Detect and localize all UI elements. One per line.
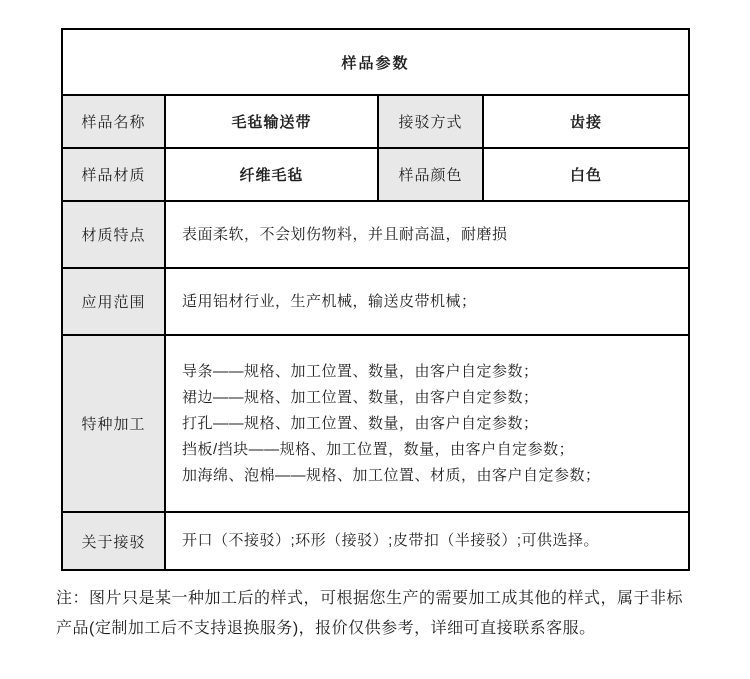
- content-material-features: 表面柔软，不会划伤物料，并且耐高温，耐磨损: [165, 201, 689, 268]
- sample-parameters-table: [61, 28, 690, 571]
- value-sample-color: 白色: [483, 148, 689, 201]
- table-row-material-features: [62, 201, 689, 268]
- table-row-application-scope: [62, 268, 689, 335]
- label-sample-name: 样品名称: [62, 95, 165, 148]
- special-processing-line-sponge-foam: 加海绵、泡棉——规格、加工位置、材质，由客户自定参数；: [182, 466, 601, 484]
- label-material-features: 材质特点: [62, 201, 165, 268]
- table-row-about-joint: [62, 512, 689, 570]
- footer-note: [56, 584, 716, 644]
- content-application-scope: 适用铝材行业，生产机械，输送皮带机械；: [165, 268, 689, 335]
- table-row-special-processing: [62, 335, 689, 512]
- content-special-processing: [165, 335, 689, 512]
- value-sample-name: 毛毡输送带: [165, 95, 378, 148]
- value-joint-method: 齿接: [483, 95, 689, 148]
- label-application-scope: 应用范围: [62, 268, 165, 335]
- special-processing-line-baffle: 挡板/挡块——规格、加工位置，数量，由客户自定参数；: [182, 440, 575, 458]
- special-processing-line-skirt-edge: 裙边——规格、加工位置、数量，由客户自定参数；: [182, 388, 539, 406]
- table-title: 样品参数: [62, 29, 689, 95]
- footer-note-line-2: 产品(定制加工后不支持退换服务)，报价仅供参考，详细可直接联系客服。: [56, 620, 596, 637]
- value-sample-material: 纤维毛毡: [165, 148, 378, 201]
- label-special-processing: 特种加工: [62, 335, 165, 512]
- content-about-joint: 开口（不接驳）;环形（接驳）;皮带扣（半接驳）;可供选择。: [165, 512, 689, 570]
- table-row-sample-name: [62, 95, 689, 148]
- label-joint-method: 接驳方式: [378, 95, 483, 148]
- special-processing-line-punching: 打孔——规格、加工位置、数量，由客户自定参数；: [182, 414, 539, 432]
- label-sample-color: 样品颜色: [378, 148, 483, 201]
- table-row-sample-material: [62, 148, 689, 201]
- table-title-row: [62, 29, 689, 95]
- label-about-joint: 关于接驳: [62, 512, 165, 570]
- footer-note-line-1: 注：图片只是某一种加工后的样式，可根据您生产的需要加工成其他的样式，属于非标: [56, 590, 684, 607]
- special-processing-line-guide-strip: 导条——规格、加工位置、数量，由客户自定参数；: [182, 362, 539, 380]
- label-sample-material: 样品材质: [62, 148, 165, 201]
